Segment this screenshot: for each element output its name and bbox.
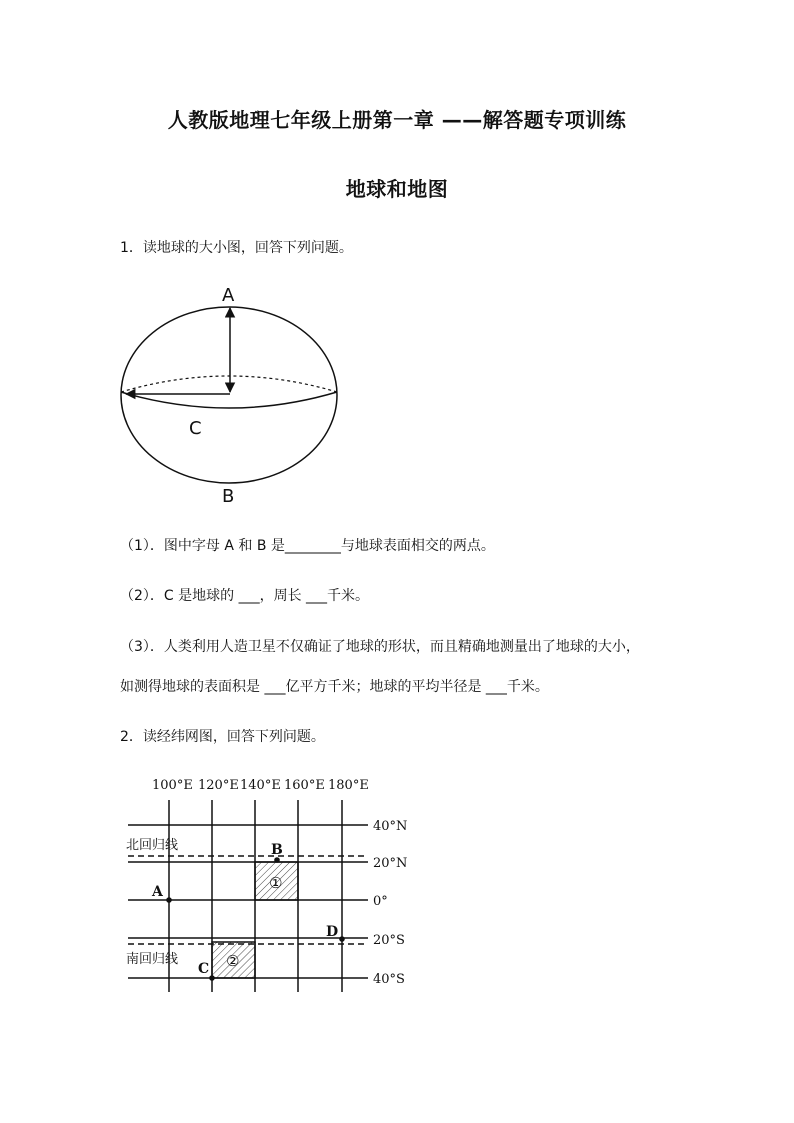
latitude-label-40n: 40°N xyxy=(373,819,408,834)
question-1-part-2: （2）．C 是地球的 ___，周长 ___千米。 xyxy=(120,588,370,604)
question-1-part-3-line-2: 如测得地球的表面积是 ___亿平方千米；地球的平均半径是 ___千米。 xyxy=(120,679,549,695)
label-c: C xyxy=(189,418,202,439)
question-2-stem: 2．读经纬网图，回答下列问题。 xyxy=(120,729,325,745)
lat-long-grid-diagram xyxy=(120,770,420,995)
longitude-label-100e: 100°E xyxy=(152,778,193,793)
latitude-label-40s: 40°S xyxy=(373,972,405,987)
point-a-marker xyxy=(166,897,172,903)
longitude-label-160e: 160°E xyxy=(284,778,325,793)
latitude-label-0: 0° xyxy=(373,894,388,909)
point-d-marker xyxy=(339,936,345,942)
longitude-label-180e: 180°E xyxy=(328,778,369,793)
document-title: 人教版地理七年级上册第一章 ——解答题专项训练 xyxy=(167,108,627,132)
area-2-label: ② xyxy=(226,952,240,970)
point-b-marker xyxy=(274,857,280,863)
question-1-part-1: （1）．图中字母 A 和 B 是________与地球表面相交的两点。 xyxy=(120,538,495,554)
question-1-stem: 1．读地球的大小图，回答下列问题。 xyxy=(120,240,353,256)
latitude-label-20s: 20°S xyxy=(373,933,405,948)
point-a-label: A xyxy=(152,884,163,900)
point-c-label: C xyxy=(198,961,210,977)
latitude-label-20n: 20°N xyxy=(373,856,408,871)
tropic-of-capricorn-label: 南回归线 xyxy=(126,952,179,967)
point-c-marker xyxy=(209,975,215,981)
document-subtitle: 地球和地图 xyxy=(345,177,449,201)
label-a: A xyxy=(222,285,235,306)
earth-outline xyxy=(121,307,337,483)
point-d-label: D xyxy=(326,924,339,940)
longitude-label-120e: 120°E xyxy=(198,778,239,793)
question-1-part-3-line-1: （3）．人类利用人造卫星不仅确证了地球的形状，而且精确地测量出了地球的大小， xyxy=(120,639,640,655)
tropic-of-cancer-label: 北回归线 xyxy=(126,838,179,853)
point-b-label: B xyxy=(271,842,283,858)
area-1-label: ① xyxy=(269,874,283,892)
equator-back xyxy=(121,376,337,392)
label-b: B xyxy=(222,486,235,507)
longitude-label-140e: 140°E xyxy=(240,778,281,793)
earth-size-diagram xyxy=(118,282,348,512)
